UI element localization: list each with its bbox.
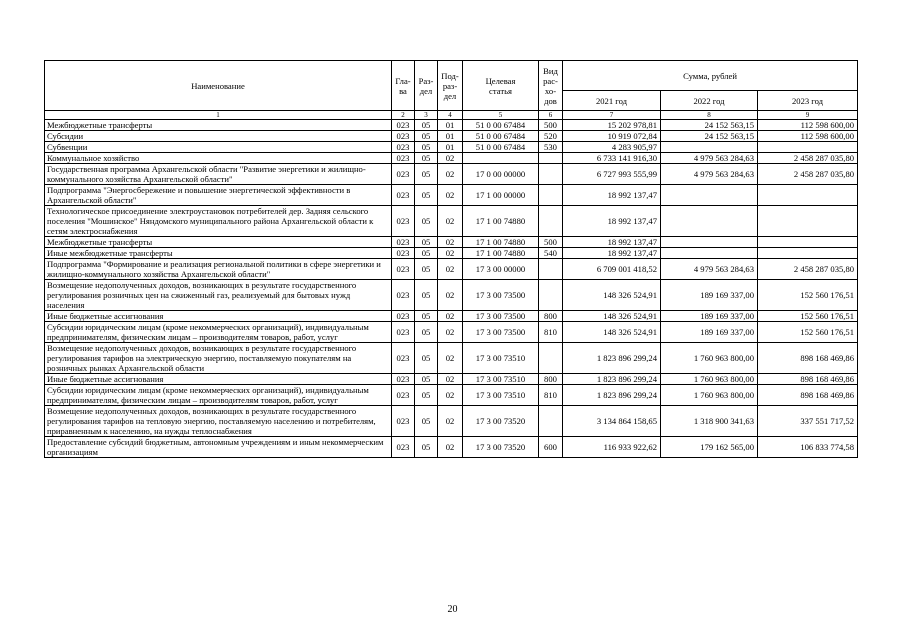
cell-podrazdel: 02 [438, 437, 463, 458]
cell-vid [539, 280, 563, 311]
cell-2022 [661, 206, 758, 237]
cell-razdel: 05 [415, 237, 438, 248]
cell-razdel: 05 [415, 437, 438, 458]
cell-2023 [758, 248, 858, 259]
cell-2023: 152 560 176,51 [758, 322, 858, 343]
table-row [45, 120, 858, 131]
cell-razdel: 05 [415, 185, 438, 206]
cell-name: Субвенции [45, 142, 392, 153]
cell-target: 17 1 00 74880 [463, 237, 539, 248]
cell-2022: 189 169 337,00 [661, 311, 758, 322]
cell-razdel: 05 [415, 280, 438, 311]
col-index: 5 [463, 111, 539, 120]
table-row [45, 164, 858, 185]
cell-razdel: 05 [415, 311, 438, 322]
cell-name: Иные бюджетные ассигнования [45, 374, 392, 385]
cell-2021: 6 733 141 916,30 [563, 153, 661, 164]
cell-name: Субсидии юридическим лицам (кроме некоммерческих организаций), индивидуальным предпринимателям, физическим лицам – производителям товаров, работ, услуг [45, 385, 392, 406]
cell-2023: 2 458 287 035,80 [758, 153, 858, 164]
cell-podrazdel: 01 [438, 131, 463, 142]
table-row [45, 153, 858, 164]
col-index: 9 [758, 111, 858, 120]
table-row [45, 385, 858, 406]
cell-2023: 152 560 176,51 [758, 280, 858, 311]
cell-podrazdel: 02 [438, 343, 463, 374]
cell-2023: 898 168 469,86 [758, 374, 858, 385]
header-year-2022: 2022 год [661, 91, 758, 111]
cell-name: Субсидии [45, 131, 392, 142]
cell-vid: 800 [539, 311, 563, 322]
header-razdel: Раз- дел [415, 61, 438, 111]
cell-razdel: 05 [415, 120, 438, 131]
cell-target: 17 3 00 73500 [463, 280, 539, 311]
cell-2022: 24 152 563,15 [661, 131, 758, 142]
cell-2021: 3 134 864 158,65 [563, 406, 661, 437]
cell-podrazdel: 02 [438, 248, 463, 259]
cell-2021: 15 202 978,81 [563, 120, 661, 131]
cell-podrazdel: 01 [438, 142, 463, 153]
header-sum: Сумма, рублей [563, 61, 858, 91]
cell-2023 [758, 237, 858, 248]
cell-2022: 4 979 563 284,63 [661, 164, 758, 185]
cell-podrazdel: 02 [438, 237, 463, 248]
table-row [45, 237, 858, 248]
cell-2023: 898 168 469,86 [758, 385, 858, 406]
cell-vid: 810 [539, 385, 563, 406]
header-glava: Гла- ва [392, 61, 415, 111]
cell-target: 17 3 00 73520 [463, 437, 539, 458]
cell-glava: 023 [392, 374, 415, 385]
cell-2023 [758, 142, 858, 153]
cell-podrazdel: 01 [438, 120, 463, 131]
cell-glava: 023 [392, 120, 415, 131]
cell-2021: 1 823 896 299,24 [563, 374, 661, 385]
cell-razdel: 05 [415, 248, 438, 259]
cell-razdel: 05 [415, 406, 438, 437]
cell-2021: 4 283 905,97 [563, 142, 661, 153]
cell-name: Возмещение недополученных доходов, возникающих в результате государственного регулирования розничных цен на сжиженный газ, реализуемый для бытовых нужд населения [45, 280, 392, 311]
cell-2023 [758, 206, 858, 237]
cell-2023: 112 598 600,00 [758, 120, 858, 131]
header-vid: Вид рас- хо- дов [539, 61, 563, 111]
cell-target: 17 3 00 73510 [463, 343, 539, 374]
cell-vid: 500 [539, 237, 563, 248]
cell-podrazdel: 02 [438, 164, 463, 185]
table-row [45, 322, 858, 343]
cell-vid [539, 164, 563, 185]
cell-target [463, 153, 539, 164]
cell-target: 17 1 00 00000 [463, 185, 539, 206]
cell-glava: 023 [392, 259, 415, 280]
cell-vid: 810 [539, 322, 563, 343]
cell-2023: 2 458 287 035,80 [758, 259, 858, 280]
cell-target: 17 0 00 00000 [463, 164, 539, 185]
cell-glava: 023 [392, 142, 415, 153]
cell-glava: 023 [392, 131, 415, 142]
cell-glava: 023 [392, 248, 415, 259]
cell-2023: 112 598 600,00 [758, 131, 858, 142]
cell-name: Коммунальное хозяйство [45, 153, 392, 164]
cell-name: Межбюджетные трансферты [45, 120, 392, 131]
cell-2022 [661, 142, 758, 153]
cell-target: 51 0 00 67484 [463, 142, 539, 153]
cell-2022: 1 318 900 341,63 [661, 406, 758, 437]
cell-2021: 148 326 524,91 [563, 311, 661, 322]
cell-name: Возмещение недополученных доходов, возникающих в результате государственного регулирования тарифов на тепловую энергию, поставляемую населению и потребителям, приравненным к населению, на нужды теплоснабжения [45, 406, 392, 437]
cell-razdel: 05 [415, 385, 438, 406]
cell-razdel: 05 [415, 142, 438, 153]
cell-vid: 500 [539, 120, 563, 131]
cell-name: Иные бюджетные ассигнования [45, 311, 392, 322]
cell-name: Субсидии юридическим лицам (кроме некоммерческих организаций), индивидуальным предпринимателям, физическим лицам – производителям товаров, работ, услуг [45, 322, 392, 343]
cell-glava: 023 [392, 280, 415, 311]
cell-2022: 24 152 563,15 [661, 120, 758, 131]
cell-name: Предоставление субсидий бюджетным, автономным учреждениям и иным некоммерческим организациям [45, 437, 392, 458]
budget-table [44, 60, 858, 458]
cell-glava: 023 [392, 437, 415, 458]
cell-2023 [758, 185, 858, 206]
header-year-2021: 2021 год [563, 91, 661, 111]
col-index: 3 [415, 111, 438, 120]
cell-2021: 6 727 993 555,99 [563, 164, 661, 185]
cell-podrazdel: 02 [438, 259, 463, 280]
table-row [45, 343, 858, 374]
cell-2022: 4 979 563 284,63 [661, 153, 758, 164]
cell-2023: 898 168 469,86 [758, 343, 858, 374]
cell-glava: 023 [392, 311, 415, 322]
table-row [45, 311, 858, 322]
cell-podrazdel: 02 [438, 406, 463, 437]
cell-vid [539, 153, 563, 164]
cell-target: 17 3 00 73500 [463, 311, 539, 322]
cell-target: 51 0 00 67484 [463, 120, 539, 131]
cell-2023: 152 560 176,51 [758, 311, 858, 322]
cell-vid: 520 [539, 131, 563, 142]
cell-2021: 148 326 524,91 [563, 280, 661, 311]
cell-razdel: 05 [415, 322, 438, 343]
cell-podrazdel: 02 [438, 385, 463, 406]
cell-2022 [661, 248, 758, 259]
cell-target: 17 1 00 74880 [463, 248, 539, 259]
cell-2022 [661, 237, 758, 248]
cell-glava: 023 [392, 343, 415, 374]
cell-glava: 023 [392, 164, 415, 185]
col-index: 6 [539, 111, 563, 120]
cell-2022: 4 979 563 284,63 [661, 259, 758, 280]
cell-2022 [661, 185, 758, 206]
cell-2022: 1 760 963 800,00 [661, 343, 758, 374]
cell-target: 17 3 00 73510 [463, 385, 539, 406]
cell-glava: 023 [392, 237, 415, 248]
cell-razdel: 05 [415, 374, 438, 385]
table-row [45, 374, 858, 385]
table-body [45, 120, 858, 458]
table-row [45, 280, 858, 311]
cell-razdel: 05 [415, 259, 438, 280]
cell-2021: 18 992 137,47 [563, 185, 661, 206]
cell-razdel: 05 [415, 153, 438, 164]
cell-name: Подпрограмма "Энергосбережение и повышение энергетической эффективности в Архангельской области" [45, 185, 392, 206]
header-podrazdel: Под- раз- дел [438, 61, 463, 111]
cell-2022: 189 169 337,00 [661, 322, 758, 343]
cell-glava: 023 [392, 206, 415, 237]
cell-razdel: 05 [415, 164, 438, 185]
cell-2021: 1 823 896 299,24 [563, 385, 661, 406]
cell-razdel: 05 [415, 206, 438, 237]
col-index: 8 [661, 111, 758, 120]
header-target: Целевая статья [463, 61, 539, 111]
cell-target: 17 3 00 73510 [463, 374, 539, 385]
cell-podrazdel: 02 [438, 322, 463, 343]
col-index: 2 [392, 111, 415, 120]
cell-target: 17 1 00 74880 [463, 206, 539, 237]
cell-2021: 18 992 137,47 [563, 237, 661, 248]
table-row [45, 259, 858, 280]
cell-name: Возмещение недополученных доходов, возникающих в результате государственного регулирования тарифов на электрическую энергию, поставляемую покупателям на розничных рынках Архангельской области [45, 343, 392, 374]
cell-target: 17 3 00 73500 [463, 322, 539, 343]
cell-glava: 023 [392, 406, 415, 437]
cell-2022: 1 760 963 800,00 [661, 374, 758, 385]
cell-podrazdel: 02 [438, 311, 463, 322]
table-row [45, 185, 858, 206]
col-index: 1 [45, 111, 392, 120]
cell-podrazdel: 02 [438, 374, 463, 385]
cell-2021: 116 933 922,62 [563, 437, 661, 458]
cell-podrazdel: 02 [438, 185, 463, 206]
cell-glava: 023 [392, 322, 415, 343]
page-number: 20 [447, 604, 458, 615]
cell-2023: 106 833 774,58 [758, 437, 858, 458]
cell-vid [539, 185, 563, 206]
cell-2021: 1 823 896 299,24 [563, 343, 661, 374]
cell-vid [539, 406, 563, 437]
cell-2022: 189 169 337,00 [661, 280, 758, 311]
cell-2023: 337 551 717,52 [758, 406, 858, 437]
cell-vid: 800 [539, 374, 563, 385]
cell-name: Подпрограмма "Формирование и реализация региональной политики в сфере энергетики и жилищно-коммунального хозяйства Архангельской области" [45, 259, 392, 280]
cell-2021: 148 326 524,91 [563, 322, 661, 343]
cell-target: 17 3 00 73520 [463, 406, 539, 437]
table-row [45, 406, 858, 437]
cell-vid [539, 259, 563, 280]
cell-target: 51 0 00 67484 [463, 131, 539, 142]
cell-vid: 540 [539, 248, 563, 259]
cell-glava: 023 [392, 185, 415, 206]
cell-2021: 18 992 137,47 [563, 248, 661, 259]
cell-2023: 2 458 287 035,80 [758, 164, 858, 185]
header-index-row [45, 111, 858, 120]
header-name: Наименование [45, 61, 392, 111]
table-row [45, 142, 858, 153]
cell-2021: 18 992 137,47 [563, 206, 661, 237]
cell-glava: 023 [392, 385, 415, 406]
cell-podrazdel: 02 [438, 280, 463, 311]
cell-target: 17 3 00 00000 [463, 259, 539, 280]
table-row [45, 248, 858, 259]
cell-vid: 530 [539, 142, 563, 153]
cell-name: Технологическое присоединение электроустановок потребителей дер. Задняя сельского поселения "Мошинское" Няндомского муниципального района Архангельской области к сетям электроснабжения [45, 206, 392, 237]
cell-name: Государственная программа Архангельской области "Развитие энергетики и жилищно-коммунального хозяйства Архангельской области" [45, 164, 392, 185]
cell-razdel: 05 [415, 131, 438, 142]
cell-2022: 179 162 565,00 [661, 437, 758, 458]
table-row [45, 131, 858, 142]
cell-name: Иные межбюджетные трансферты [45, 248, 392, 259]
table-row [45, 206, 858, 237]
cell-2021: 10 919 072,84 [563, 131, 661, 142]
cell-2021: 6 709 001 418,52 [563, 259, 661, 280]
col-index: 7 [563, 111, 661, 120]
cell-podrazdel: 02 [438, 206, 463, 237]
cell-glava: 023 [392, 153, 415, 164]
cell-vid [539, 206, 563, 237]
cell-2022: 1 760 963 800,00 [661, 385, 758, 406]
table-row [45, 437, 858, 458]
cell-razdel: 05 [415, 343, 438, 374]
cell-name: Межбюджетные трансферты [45, 237, 392, 248]
cell-vid: 600 [539, 437, 563, 458]
header-row [45, 61, 858, 91]
col-index: 4 [438, 111, 463, 120]
cell-vid [539, 343, 563, 374]
cell-podrazdel: 02 [438, 153, 463, 164]
header-year-2023: 2023 год [758, 91, 858, 111]
